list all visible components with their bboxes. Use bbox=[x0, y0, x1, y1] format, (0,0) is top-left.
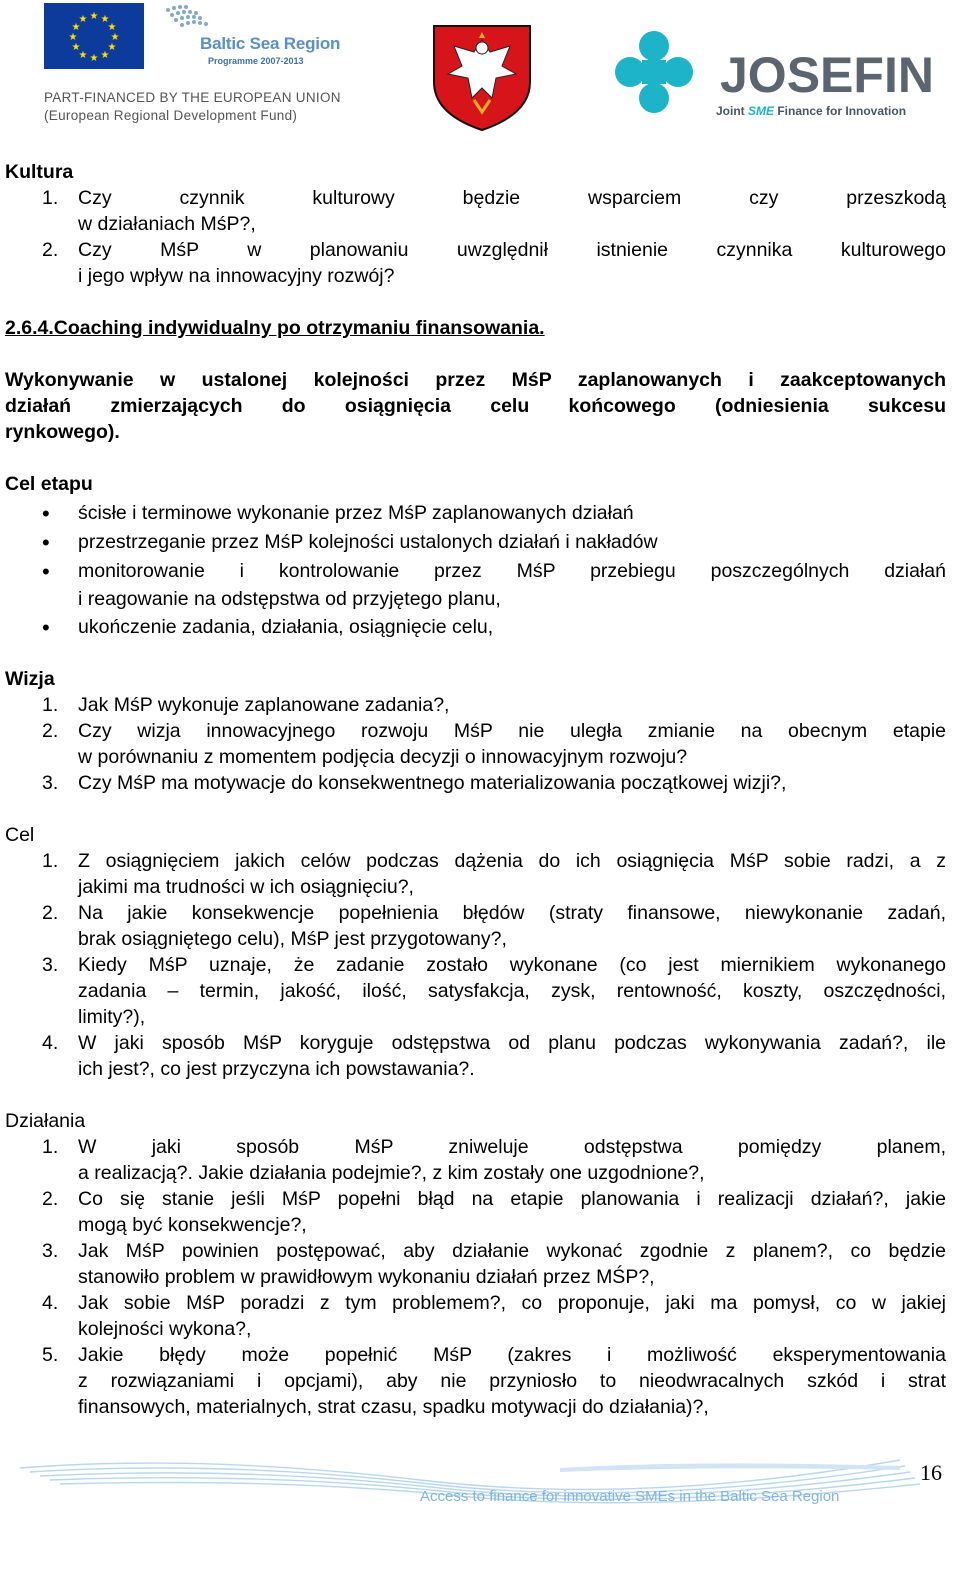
josefin-puzzle-icon bbox=[608, 28, 708, 123]
document-body bbox=[5, 159, 946, 1420]
section-title-wizja: Wizja bbox=[5, 668, 55, 690]
list-item-line: i reagowanie na odstępstwa od przyjętego planu, bbox=[78, 588, 501, 610]
list-item bbox=[5, 1238, 946, 1290]
paragraph-line: rynkowego). bbox=[5, 421, 120, 443]
list-item bbox=[5, 848, 946, 900]
eu-flag-icon bbox=[44, 3, 144, 69]
eu-funding-line2: (European Regional Development Fund) bbox=[44, 108, 298, 123]
list-item-line: Jak MśP wykonuje zaplanowane zadania?, bbox=[78, 694, 450, 716]
list-item-line: ich jest?, co jest przyczyna ich powstawania?. bbox=[78, 1058, 475, 1080]
list-item-line: Jak sobie MśP poradzi z tym problemem?, co proponuje, jaki ma pomysł, co w jakiej bbox=[78, 1292, 946, 1314]
list-item-line: Jakie błędy może popełnić MśP (zakres i możliwość eksperymentowania bbox=[78, 1344, 946, 1366]
list-item-line: Z osiągnięciem jakich celów podczas dążenia do ich osiągnięcia MśP sobie radzi, a z bbox=[78, 850, 946, 872]
paragraph-line: działań zmierzających do osiągnięcia celu końcowego (odniesienia sukcesu bbox=[5, 395, 946, 417]
list-number: 2. bbox=[42, 239, 59, 261]
list-number: 4. bbox=[42, 1292, 59, 1314]
list-item-line: ukończenie zadania, działania, osiągnięcie celu, bbox=[78, 616, 494, 638]
list-item-line: z rozwiązaniami i opcjami), aby nie przyniosło to nieodwracalnych szkód i strat bbox=[78, 1370, 946, 1392]
list-item-line: Jak MśP powinien postępować, aby działanie wykonać zgodnie z planem?, co będzie bbox=[78, 1240, 946, 1262]
bullet-icon: • bbox=[42, 615, 50, 640]
list-item-line: limity?), bbox=[78, 1006, 146, 1028]
section-title-cel-etapu: Cel etapu bbox=[5, 473, 93, 495]
list-item bbox=[5, 770, 946, 796]
bullet-icon: • bbox=[42, 501, 50, 526]
list-item-line: i jego wpływ na innowacyjny rozwój? bbox=[78, 265, 395, 287]
list-item-line: Na jakie konsekwencje popełnienia błędów (straty finansowe, niewykonanie zadań, bbox=[78, 902, 946, 924]
page-footer bbox=[0, 1440, 960, 1580]
list-item-line: W jaki sposób MśP koryguje odstępstwa od planu podczas wykonywania zadań?, ile bbox=[78, 1032, 946, 1054]
svg-text:★: ★ bbox=[107, 42, 117, 53]
list-number: 3. bbox=[42, 772, 59, 794]
svg-text:★: ★ bbox=[71, 42, 81, 53]
list-item-line: jakimi ma trudności w ich osiągnięciu?, bbox=[78, 876, 414, 898]
svg-text:★: ★ bbox=[107, 22, 117, 33]
list-item-line: Czy czynnik kulturowy będzie wsparciem czy przeszkodą bbox=[78, 187, 946, 209]
list-item-line: w porównaniu z momentem podjęcia decyzji o innowacyjnym rozwoju? bbox=[78, 746, 688, 768]
baltic-sea-region-logo bbox=[160, 2, 345, 72]
bullet-item bbox=[5, 528, 946, 557]
list-number: 2. bbox=[42, 1188, 59, 1210]
list-number: 5. bbox=[42, 1344, 59, 1366]
section-title-dzialania: Działania bbox=[5, 1110, 86, 1132]
list-item-line: Co się stanie jeśli MśP popełni błąd na etapie planowania i realizacji działań?, jakie bbox=[78, 1188, 946, 1210]
baltic-logo-title: Baltic Sea Region bbox=[200, 34, 341, 53]
list-number: 1. bbox=[42, 1136, 59, 1158]
list-item-line: Czy wizja innowacyjnego rozwoju MśP nie uległa zmianie na obecnym etapie bbox=[78, 720, 946, 742]
list-item-line: kolejności wykona?, bbox=[78, 1318, 252, 1340]
list-item-line: monitorowanie i kontrolowanie przez MśP przebiegu poszczególnych działań bbox=[78, 560, 946, 582]
list-item bbox=[5, 692, 946, 718]
list-item bbox=[5, 900, 946, 952]
list-item-line: Kiedy MśP uznaje, że zadanie zostało wykonane (co jest miernikiem wykonanego bbox=[78, 954, 946, 976]
list-item-line: w działaniach MśP?, bbox=[78, 213, 256, 235]
list-number: 1. bbox=[42, 694, 59, 716]
page-header bbox=[0, 0, 960, 140]
list-item bbox=[5, 718, 946, 770]
list-item-line: mogą być konsekwencje?, bbox=[78, 1214, 307, 1236]
josefin-tag-b: SME bbox=[748, 104, 775, 118]
footer-tagline: Access to finance for innovative SMEs in the Baltic Sea Region bbox=[420, 1488, 840, 1505]
list-number: 2. bbox=[42, 720, 59, 742]
section-title-kultura: Kultura bbox=[5, 161, 74, 183]
list-item bbox=[5, 1290, 946, 1342]
list-item-line: a realizacją?. Jakie działania podejmie?, z kim zostały one uzgodnione?, bbox=[78, 1162, 705, 1184]
svg-text:★: ★ bbox=[89, 11, 99, 22]
list-item bbox=[5, 1134, 946, 1186]
svg-text:★: ★ bbox=[78, 14, 88, 25]
list-number: 2. bbox=[42, 902, 59, 924]
list-number: 3. bbox=[42, 1240, 59, 1262]
svg-text:★: ★ bbox=[110, 32, 120, 43]
bullet-item bbox=[5, 613, 946, 642]
josefin-logo bbox=[608, 28, 934, 123]
josefin-tagline bbox=[716, 104, 906, 118]
list-item bbox=[5, 1186, 946, 1238]
bullet-icon: • bbox=[42, 530, 50, 555]
svg-text:★: ★ bbox=[100, 14, 110, 25]
bullet-item bbox=[5, 499, 946, 528]
section-title-cel: Cel bbox=[5, 824, 35, 846]
section-heading-coaching: 2.6.4.Coaching indywidualny po otrzymaniu finansowania. bbox=[5, 317, 545, 339]
coat-of-arms-icon bbox=[430, 22, 534, 132]
josefin-tag-c: Finance for Innovation bbox=[774, 104, 907, 118]
list-item-line: brak osiągniętego celu), MśP jest przygotowany?, bbox=[78, 928, 507, 950]
svg-text:★: ★ bbox=[68, 32, 78, 43]
svg-text:★: ★ bbox=[89, 53, 99, 64]
svg-text:★: ★ bbox=[71, 22, 81, 33]
list-item-line: Czy MśP w planowaniu uwzględnił istnienie czynnika kulturowego bbox=[78, 239, 946, 261]
list-item-line: W jaki sposób MśP zniweluje odstępstwa pomiędzy planem, bbox=[78, 1136, 946, 1158]
list-item bbox=[5, 952, 946, 1030]
josefin-wordmark: JOSEFIN bbox=[720, 47, 934, 103]
list-item-line: finansowych, materialnych, strat czasu, spadku motywacji do działania)?, bbox=[78, 1396, 709, 1418]
list-number: 4. bbox=[42, 1032, 59, 1054]
list-item bbox=[5, 185, 946, 237]
list-number: 1. bbox=[42, 850, 59, 872]
list-item-line: ścisłe i terminowe wykonanie przez MśP zaplanowanych działań bbox=[78, 502, 634, 524]
svg-text:★: ★ bbox=[78, 50, 88, 61]
paragraph-line: Wykonywanie w ustalonej kolejności przez MśP zaplanowanych i zaakceptowanych bbox=[5, 369, 946, 391]
list-item bbox=[5, 237, 946, 289]
list-number: 3. bbox=[42, 954, 59, 976]
baltic-logo-subtitle: Programme 2007-2013 bbox=[208, 56, 304, 66]
bullet-item bbox=[5, 557, 946, 613]
list-item bbox=[5, 1030, 946, 1082]
coaching-paragraph bbox=[5, 367, 946, 445]
list-item-line: zadania – termin, jakość, ilość, satysfakcja, zysk, rentowność, koszty, oszczędności, bbox=[78, 980, 946, 1002]
list-item-line: przestrzeganie przez MśP kolejności ustalonych działań i nakładów bbox=[78, 531, 658, 553]
list-item-line: Czy MśP ma motywacje do konsekwentnego materializowania początkowej wizji?, bbox=[78, 772, 787, 794]
list-item-line: stanowiło problem w prawidłowym wykonaniu działań przez MŚP?, bbox=[78, 1266, 655, 1288]
svg-text:★: ★ bbox=[100, 50, 110, 61]
bullet-icon: • bbox=[42, 559, 50, 584]
josefin-tag-a: Joint bbox=[716, 104, 748, 118]
page-number: 16 bbox=[920, 1460, 942, 1485]
eu-funding-line1: PART-FINANCED BY THE EUROPEAN UNION bbox=[44, 90, 341, 105]
list-item bbox=[5, 1342, 946, 1420]
list-number: 1. bbox=[42, 187, 59, 209]
